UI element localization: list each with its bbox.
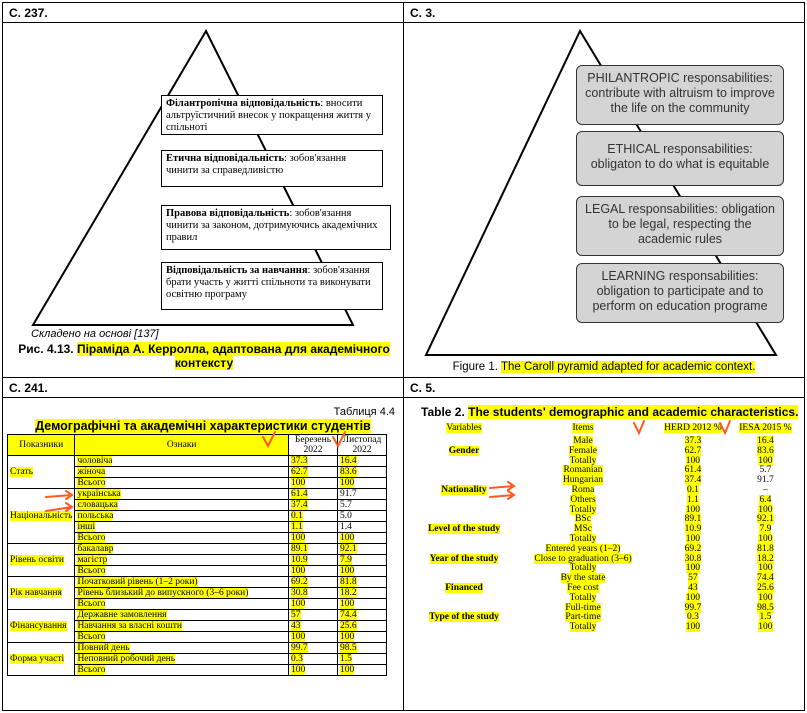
value-cell bbox=[289, 665, 338, 676]
table-title: Table 2. The students' demographic and academic characteristics. bbox=[421, 405, 799, 419]
cell-text: 100 bbox=[340, 566, 355, 576]
cell-text: 100 bbox=[685, 455, 700, 466]
cell-text: 0.3 bbox=[686, 612, 699, 623]
pyramid-level-learning: LEARNING responsabilities: obligation to participate and to perform on education programe bbox=[576, 263, 784, 323]
cell-text: 100 bbox=[291, 533, 306, 543]
quadrant-header: С. 241. bbox=[3, 378, 403, 398]
header-row bbox=[417, 421, 800, 437]
value-cell bbox=[338, 632, 387, 643]
cell-text: 83.6 bbox=[340, 467, 357, 477]
column-header-text: IESA 2015 % bbox=[739, 423, 792, 434]
figure-caption: Figure 1. The Caroll pyramid adapted for academic context. bbox=[452, 361, 756, 373]
pyramid-level-legal: LEGAL responsabilities: obligation to be legal, respecting the academic rules bbox=[576, 196, 784, 256]
cell-text: 0.1 bbox=[291, 511, 303, 521]
cell-text: Male bbox=[573, 436, 593, 446]
figure-caption: Рис. 4.13. Піраміда А. Керролла, адаптована для академічного контексту bbox=[18, 342, 390, 370]
cell-text: Навчання за власні кошти bbox=[77, 621, 182, 631]
header-row bbox=[8, 435, 387, 456]
cell-text: 100 bbox=[291, 665, 306, 675]
cell-text: 92.1 bbox=[757, 514, 774, 525]
value-cell bbox=[289, 456, 338, 467]
value-cell bbox=[338, 621, 387, 632]
row-group-label bbox=[8, 577, 75, 610]
cell-text: 37.4 bbox=[684, 475, 702, 486]
column-header bbox=[655, 421, 731, 437]
cell-text: Totally bbox=[569, 622, 597, 633]
cell-text: Початковий рівень (1–2 роки) bbox=[77, 577, 198, 587]
cell-text: 74.4 bbox=[340, 610, 357, 620]
value-cell bbox=[338, 544, 387, 555]
cell-text: українська bbox=[77, 489, 121, 499]
value-cell bbox=[338, 500, 387, 511]
cell-text: 89.1 bbox=[684, 514, 702, 525]
cell-text: 61.4 bbox=[684, 465, 702, 476]
pyramid-outline bbox=[3, 3, 404, 378]
value-cell bbox=[289, 610, 338, 621]
cell-text: жіноча bbox=[77, 467, 106, 477]
cell-text: Hungarian bbox=[562, 475, 604, 486]
cell-text: 83.6 bbox=[757, 445, 774, 456]
value-cell bbox=[338, 588, 387, 599]
table-title: Демографічні та академічні характеристики студентів bbox=[35, 419, 371, 433]
value-cell bbox=[338, 665, 387, 676]
cell-text: чоловіча bbox=[77, 456, 113, 466]
cell-text: Entered years (1–2) bbox=[545, 543, 621, 554]
cell-text: 1.4 bbox=[340, 522, 352, 532]
cell-text: Всього bbox=[77, 478, 106, 488]
cell-text: 0.1 bbox=[686, 484, 699, 495]
column-header: Показники bbox=[8, 435, 75, 456]
cell-text: 16.4 bbox=[757, 436, 774, 446]
cell-text: 74.4 bbox=[757, 573, 774, 584]
cell-text: BSc bbox=[575, 514, 591, 525]
value-cell bbox=[338, 489, 387, 500]
cell-text: 6.4 bbox=[759, 494, 772, 505]
cell-text: 30.8 bbox=[291, 588, 308, 598]
value-cell bbox=[338, 599, 387, 610]
value-cell bbox=[338, 654, 387, 665]
cell-text: 98.5 bbox=[757, 602, 774, 613]
cell-text: Неповний робочий день bbox=[77, 654, 176, 664]
table-row bbox=[417, 437, 800, 447]
table-row bbox=[8, 577, 387, 588]
cell-text: 69.2 bbox=[684, 543, 702, 554]
cell-text: 100 bbox=[291, 632, 306, 642]
cell-text: 100 bbox=[685, 504, 700, 515]
cell-text: інші bbox=[77, 522, 96, 532]
cell-text: 100 bbox=[758, 622, 773, 633]
cell-text: Others bbox=[570, 494, 596, 505]
cell-text: 100 bbox=[340, 599, 355, 609]
cell-text: Close to graduation (3–6) bbox=[534, 553, 632, 564]
cell-text: 100 bbox=[340, 478, 355, 488]
cell-text: Державне замовлення bbox=[77, 610, 167, 620]
item-cell bbox=[75, 577, 289, 588]
value-cell bbox=[338, 456, 387, 467]
value-cell bbox=[289, 588, 338, 599]
cell-text: 7.9 bbox=[759, 524, 772, 535]
group-name: Рівень освіти bbox=[10, 555, 64, 565]
item-cell bbox=[75, 544, 289, 555]
item-cell bbox=[75, 588, 289, 599]
table-row bbox=[8, 610, 387, 621]
cell-text: Totally bbox=[569, 504, 597, 515]
cell-text: Roma bbox=[571, 484, 595, 495]
item-cell bbox=[75, 533, 289, 544]
cell-text: 5.7 bbox=[759, 465, 772, 476]
quadrant-header: С. 237. bbox=[3, 3, 403, 23]
row-group-label bbox=[8, 544, 75, 577]
column-header bbox=[417, 421, 511, 437]
item-cell bbox=[75, 610, 289, 621]
cell-text: 100 bbox=[340, 665, 355, 675]
cell-text: 5.0 bbox=[340, 511, 352, 521]
table-row bbox=[417, 466, 800, 476]
item-cell bbox=[75, 643, 289, 654]
table-number: Таблиця 4.4 bbox=[333, 406, 395, 418]
cell-text: Рівень близький до випускного (3–6 роки) bbox=[77, 588, 249, 598]
cell-text: 100 bbox=[758, 563, 773, 574]
group-name: Gender bbox=[448, 445, 480, 456]
cell-text: By the state bbox=[560, 573, 606, 584]
cell-text: 100 bbox=[758, 592, 773, 603]
cell-text: 100 bbox=[758, 533, 773, 544]
cell-text: Female bbox=[569, 445, 597, 456]
cell-text: 81.8 bbox=[757, 543, 774, 554]
table-row bbox=[8, 456, 387, 467]
demographics-table-ua bbox=[7, 434, 387, 676]
cell-text: 7.9 bbox=[340, 555, 352, 565]
cell-text: Full-time bbox=[565, 602, 601, 613]
cell-text: Повний день bbox=[77, 643, 130, 653]
item-cell bbox=[75, 522, 289, 533]
value-cell bbox=[289, 566, 338, 577]
quadrant-ua-pyramid bbox=[2, 2, 404, 378]
cell-text: 100 bbox=[291, 566, 306, 576]
value-cell bbox=[289, 489, 338, 500]
cell-text: 1.1 bbox=[291, 522, 303, 532]
value-cell bbox=[289, 632, 338, 643]
cell-text: 100 bbox=[685, 563, 700, 574]
cell-text: 100 bbox=[291, 478, 306, 488]
column-header: Листопад 2022 bbox=[338, 435, 387, 456]
pyramid-level-legal: Правова відповідальність: зобов'язання чинити за законом, дотримуючись академічних правил bbox=[161, 205, 391, 250]
cell-text: Romanian bbox=[563, 465, 603, 476]
item-cell bbox=[75, 654, 289, 665]
item-cell bbox=[75, 555, 289, 566]
source-note: Складено на основі [137] bbox=[31, 328, 159, 340]
pyramid-level-philantropic: PHILANTROPIC responsabilities: contribute with altruism to improve the life on the community bbox=[576, 65, 784, 125]
cell-text: 100 bbox=[685, 622, 700, 633]
row-group-label bbox=[417, 545, 511, 574]
column-header bbox=[511, 421, 655, 437]
cell-text: 5.7 bbox=[340, 500, 352, 510]
value-cell bbox=[289, 643, 338, 654]
cell-text: 62.7 bbox=[684, 445, 702, 456]
value-cell bbox=[338, 577, 387, 588]
row-group-label bbox=[8, 610, 75, 643]
row-group-label bbox=[417, 515, 511, 544]
item-cell bbox=[75, 632, 289, 643]
cell-text: 91.7 bbox=[340, 489, 357, 499]
value-cell bbox=[338, 467, 387, 478]
pyramid-level-learning: Відповідальність за навчання: зобов'язання брати участь у житті спільноти та виконувати освітню програму bbox=[161, 262, 383, 310]
cell-text: Всього bbox=[77, 533, 106, 543]
group-name: Національність bbox=[10, 511, 73, 521]
column-header: Ознаки bbox=[75, 435, 289, 456]
cell-text: 37.3 bbox=[684, 436, 702, 446]
group-name: Nationality bbox=[441, 484, 487, 495]
column-header bbox=[731, 421, 800, 437]
cell-text: 37.4 bbox=[291, 500, 308, 510]
group-name: Фінансування bbox=[10, 621, 67, 631]
cell-text: 30.8 bbox=[684, 553, 702, 564]
item-cell bbox=[75, 489, 289, 500]
group-name: Financed bbox=[445, 582, 483, 593]
table-row bbox=[8, 544, 387, 555]
cell-text: 57 bbox=[291, 610, 301, 620]
cell-text: 92.1 bbox=[340, 544, 357, 554]
value-cell bbox=[338, 511, 387, 522]
value-cell bbox=[731, 623, 800, 633]
cell-text: 100 bbox=[758, 455, 773, 466]
cell-text: 62.7 bbox=[291, 467, 308, 477]
value-cell bbox=[338, 555, 387, 566]
value-cell bbox=[289, 599, 338, 610]
cell-text: 98.5 bbox=[340, 643, 357, 653]
cell-text: Totally bbox=[569, 533, 597, 544]
cell-text: 69.2 bbox=[291, 577, 308, 587]
group-name: Level of the study bbox=[427, 524, 501, 535]
value-cell bbox=[289, 577, 338, 588]
item-cell bbox=[75, 456, 289, 467]
item-cell bbox=[75, 599, 289, 610]
cell-text: 43 bbox=[291, 621, 301, 631]
group-name: Year of the study bbox=[429, 553, 499, 564]
value-cell bbox=[338, 533, 387, 544]
value-cell bbox=[289, 555, 338, 566]
cell-text: польська bbox=[77, 511, 114, 521]
cell-text: 99.7 bbox=[291, 643, 308, 653]
row-group-label bbox=[8, 456, 75, 489]
value-cell bbox=[289, 533, 338, 544]
value-cell bbox=[338, 610, 387, 621]
cell-text: 100 bbox=[291, 599, 306, 609]
cell-text: MSc bbox=[574, 524, 592, 535]
row-group-label bbox=[417, 437, 511, 466]
cell-text: 57 bbox=[688, 573, 698, 584]
quadrant-en-pyramid bbox=[403, 2, 805, 378]
row-group-label bbox=[8, 643, 75, 676]
cell-text: Totally bbox=[569, 592, 597, 603]
cell-text: Fee cost bbox=[567, 582, 599, 593]
value-cell bbox=[289, 511, 338, 522]
value-cell bbox=[338, 643, 387, 654]
value-cell bbox=[289, 467, 338, 478]
value-cell bbox=[289, 500, 338, 511]
cell-text: 100 bbox=[685, 533, 700, 544]
cell-text: магістр bbox=[77, 555, 108, 565]
cell-text: бакалавр bbox=[77, 544, 114, 554]
cell-text: словацька bbox=[77, 500, 118, 510]
cell-text: 0.3 bbox=[291, 654, 303, 664]
cell-text: 18.2 bbox=[757, 553, 774, 564]
value-cell bbox=[338, 522, 387, 533]
group-name: Стать bbox=[10, 467, 33, 477]
cell-text: 89.1 bbox=[291, 544, 308, 554]
column-header-text: Items bbox=[572, 423, 594, 434]
cell-text: 81.8 bbox=[340, 577, 357, 587]
cell-text: 25.6 bbox=[340, 621, 357, 631]
value-cell bbox=[338, 566, 387, 577]
value-cell bbox=[289, 621, 338, 632]
cell-text: 25.6 bbox=[757, 582, 774, 593]
quadrant-header: С. 3. bbox=[404, 3, 804, 23]
pyramid-level-ethical: ETHICAL responsabilities: obligaton to do what is equitable bbox=[576, 131, 784, 186]
quadrant-header: С. 5. bbox=[404, 378, 804, 398]
group-name: Форма участі bbox=[10, 654, 65, 664]
item-cell bbox=[75, 621, 289, 632]
cell-text: 99.7 bbox=[684, 602, 702, 613]
item-cell bbox=[75, 665, 289, 676]
column-header-text: Variables bbox=[446, 423, 482, 434]
row-group-label bbox=[417, 604, 511, 633]
cell-text: – bbox=[763, 484, 768, 495]
value-cell bbox=[655, 623, 731, 633]
column-header-text: HERD 2012 % bbox=[664, 423, 722, 434]
table-row bbox=[8, 489, 387, 500]
cell-text: 10.9 bbox=[291, 555, 308, 565]
cell-text: Part-time bbox=[565, 612, 601, 623]
group-name: Type of the study bbox=[429, 612, 499, 623]
cell-text: 100 bbox=[685, 592, 700, 603]
cell-text: 43 bbox=[688, 582, 698, 593]
value-cell bbox=[289, 478, 338, 489]
cell-text: 1.5 bbox=[340, 654, 352, 664]
cell-text: 91.7 bbox=[757, 475, 774, 486]
item-cell bbox=[75, 478, 289, 489]
cell-text: 100 bbox=[340, 632, 355, 642]
cell-text: 16.4 bbox=[340, 456, 357, 466]
pyramid-level-ethical: Етична відповідальність: зобов'язання чинити за справедливістю bbox=[161, 150, 383, 187]
value-cell bbox=[289, 522, 338, 533]
group-name: Рік навчання bbox=[10, 588, 62, 598]
item-cell bbox=[511, 623, 655, 633]
value-cell bbox=[338, 478, 387, 489]
cell-text: 1.1 bbox=[686, 494, 699, 505]
cell-text: 10.9 bbox=[684, 524, 702, 535]
cell-text: Всього bbox=[77, 665, 106, 675]
item-cell bbox=[75, 566, 289, 577]
row-group-label bbox=[8, 489, 75, 544]
value-cell bbox=[289, 654, 338, 665]
row-group-label bbox=[417, 574, 511, 603]
cell-text: 1.5 bbox=[759, 612, 772, 623]
table-row bbox=[8, 643, 387, 654]
cell-text: Всього bbox=[77, 632, 106, 642]
table-row bbox=[417, 574, 800, 584]
table-row bbox=[417, 515, 800, 525]
row-group-label bbox=[417, 466, 511, 515]
cell-text: 18.2 bbox=[340, 588, 357, 598]
cell-text: 61.4 bbox=[291, 489, 308, 499]
item-cell bbox=[75, 467, 289, 478]
cell-text: 100 bbox=[758, 504, 773, 515]
item-cell bbox=[75, 500, 289, 511]
cell-text: Totally bbox=[569, 455, 597, 466]
value-cell bbox=[289, 544, 338, 555]
column-header: Березень 2022 bbox=[289, 435, 338, 456]
cell-text: Totally bbox=[569, 563, 597, 574]
cell-text: Всього bbox=[77, 599, 106, 609]
cell-text: 37.3 bbox=[291, 456, 308, 466]
demographics-table-en bbox=[417, 421, 800, 633]
item-cell bbox=[75, 511, 289, 522]
cell-text: Всього bbox=[77, 566, 106, 576]
cell-text: 100 bbox=[340, 533, 355, 543]
table-row bbox=[417, 604, 800, 614]
pyramid-level-philanthropic: Філантропічна відповідальність: вносити альтруїстичний внесок у покращення життя у спільноті bbox=[161, 95, 383, 135]
